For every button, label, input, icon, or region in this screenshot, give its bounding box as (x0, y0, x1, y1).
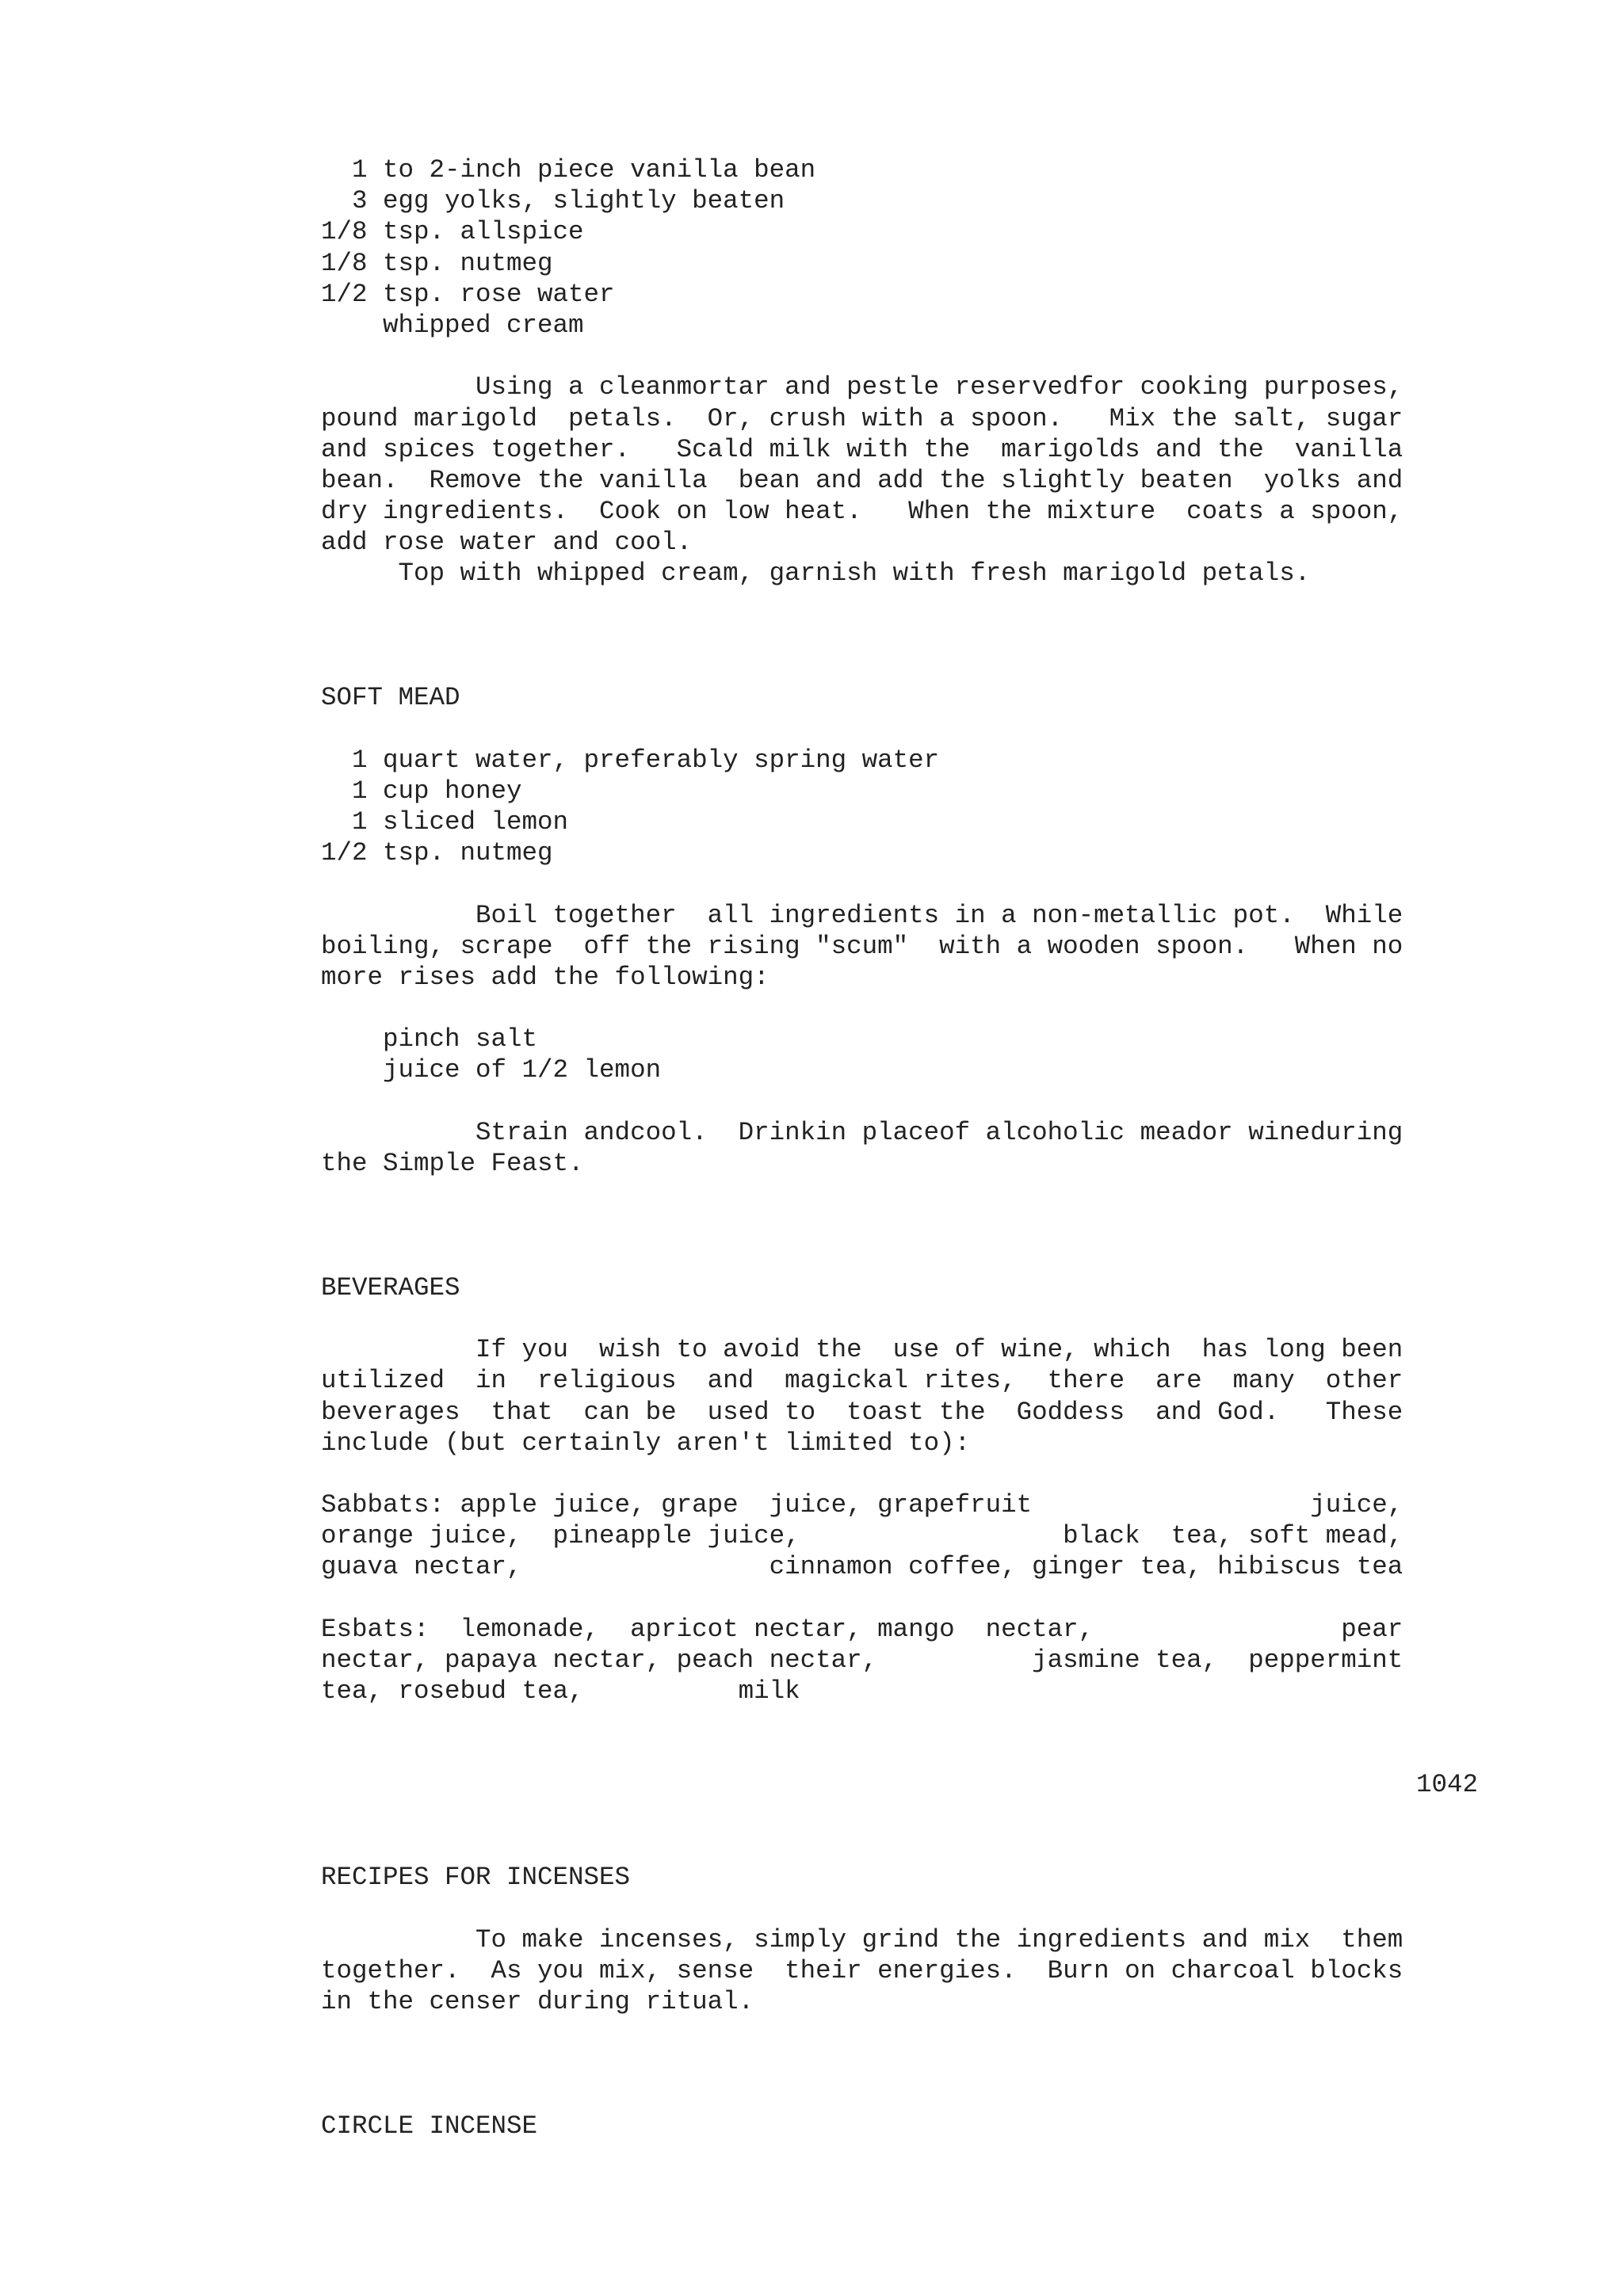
section-heading: SOFT MEAD (321, 683, 460, 713)
spacer (321, 993, 1478, 1024)
ingredient-line: 1 quart water, preferably spring water (321, 745, 940, 775)
paragraph-line: in the censer during ritual. (321, 1987, 754, 2017)
ingredient-line: 1 to 2-inch piece vanilla bean (321, 155, 816, 185)
ingredient-line: 1 cup honey (321, 776, 522, 806)
spacer (321, 1179, 1478, 1210)
paragraph-line: Using a cleanmortar and pestle reservedfor cooking purposes, (321, 372, 1403, 402)
section-heading: CIRCLE INCENSE (321, 2111, 538, 2141)
beverages-intro (321, 1334, 1478, 1459)
soft-mead-directions (321, 900, 1478, 994)
paragraph-line: To make incenses, simply grind the ingredients and mix them (321, 1924, 1403, 1955)
esbats-list (321, 1614, 1478, 1707)
spacer (321, 1459, 1478, 1489)
spacer (321, 651, 1478, 682)
paragraph-line: Strain andcool. Drinkin placeof alcoholic meador wineduring (321, 1117, 1403, 1147)
paragraph-line: together. As you mix, sense their energies. Burn on charcoal blocks (321, 1955, 1403, 1985)
ingredient-line: 1/8 tsp. nutmeg (321, 248, 553, 278)
paragraph-line: bean. Remove the vanilla bean and add the slightly beaten yolks and (321, 465, 1403, 495)
soft-mead-additions (321, 1024, 1478, 1085)
section-heading: BEVERAGES (321, 1272, 460, 1302)
ingredient-line: 3 egg yolks, slightly beaten (321, 186, 785, 216)
paragraph-line: beverages that can be used to toast the Goddess and God. These (321, 1397, 1403, 1427)
paragraph-line: Boil together all ingredients in a non-metallic pot. While (321, 900, 1403, 930)
spacer (321, 1583, 1478, 1614)
paragraph-line: dry ingredients. Cook on low heat. When the mixture coats a spoon, (321, 497, 1403, 527)
paragraph-line: Top with whipped cream, garnish with fresh marigold petals. (321, 559, 1311, 589)
spacer (321, 868, 1478, 899)
paragraph-line: the Simple Feast. (321, 1149, 584, 1178)
ingredient-line: juice of 1/2 lemon (321, 1055, 662, 1085)
spacer (321, 620, 1478, 651)
ingredient-line: whipped cream (321, 310, 584, 340)
custard-directions (321, 372, 1478, 589)
page-number: 1042 (1415, 1769, 1478, 1799)
spacer (321, 1738, 1478, 1769)
spacer (321, 1241, 1478, 1272)
ingredient-line: 1/2 tsp. rose water (321, 279, 615, 309)
spacer (321, 589, 1478, 620)
custard-ingredient-list (321, 154, 1478, 341)
paragraph-line: utilized in religious and magickal rites, there are many other (321, 1366, 1403, 1396)
spacer (321, 1303, 1478, 1334)
spacer (321, 1831, 1478, 1862)
paragraph-line: guava nectar, cinnamon coffee, ginger tea, hibiscus tea (321, 1552, 1403, 1582)
paragraph-line: and spices together. Scald milk with the marigolds and the vanilla (321, 434, 1403, 464)
paragraph-line: tea, rosebud tea, milk (321, 1676, 800, 1707)
spacer (321, 341, 1478, 372)
ingredient-line: pinch salt (321, 1024, 538, 1055)
paragraph-line: pound marigold petals. Or, crush with a spoon. Mix the salt, sugar (321, 403, 1403, 433)
spacer (321, 2017, 1478, 2048)
spacer (321, 1707, 1478, 1737)
sabbats-list (321, 1489, 1478, 1583)
spacer (321, 1210, 1478, 1241)
spacer (321, 1894, 1478, 1924)
paragraph-line: nectar, papaya nectar, peach nectar, jasmine tea, peppermint (321, 1646, 1403, 1675)
document-page (321, 154, 1478, 2142)
soft-mead-ingredient-list (321, 745, 1478, 869)
spacer (321, 1800, 1478, 1831)
spacer (321, 713, 1478, 744)
spacer (321, 2048, 1478, 2079)
ingredient-line: 1 sliced lemon (321, 807, 569, 837)
paragraph-line: add rose water and cool. (321, 528, 693, 558)
paragraph-line: orange juice, pineapple juice, black tea, soft mead, (321, 1521, 1403, 1551)
paragraph-line: boiling, scrape off the rising "scum" with a wooden spoon. When no (321, 931, 1403, 961)
paragraph-line: Esbats: lemonade, apricot nectar, mango nectar, pear (321, 1614, 1403, 1644)
paragraph-line: If you wish to avoid the use of wine, which has long been (321, 1335, 1403, 1365)
incenses-intro (321, 1924, 1478, 2018)
paragraph-line: include (but certainly aren't limited to): (321, 1428, 971, 1458)
ingredient-line: 1/2 tsp. nutmeg (321, 838, 553, 868)
soft-mead-serving (321, 1117, 1478, 1179)
paragraph-line: more rises add the following: (321, 962, 769, 992)
paragraph-line: Sabbats: apple juice, grape juice, grapefruit juice, (321, 1490, 1403, 1520)
spacer (321, 2080, 1478, 2111)
spacer (321, 1086, 1478, 1117)
section-heading: RECIPES FOR INCENSES (321, 1863, 631, 1893)
ingredient-line: 1/8 tsp. allspice (321, 217, 584, 247)
